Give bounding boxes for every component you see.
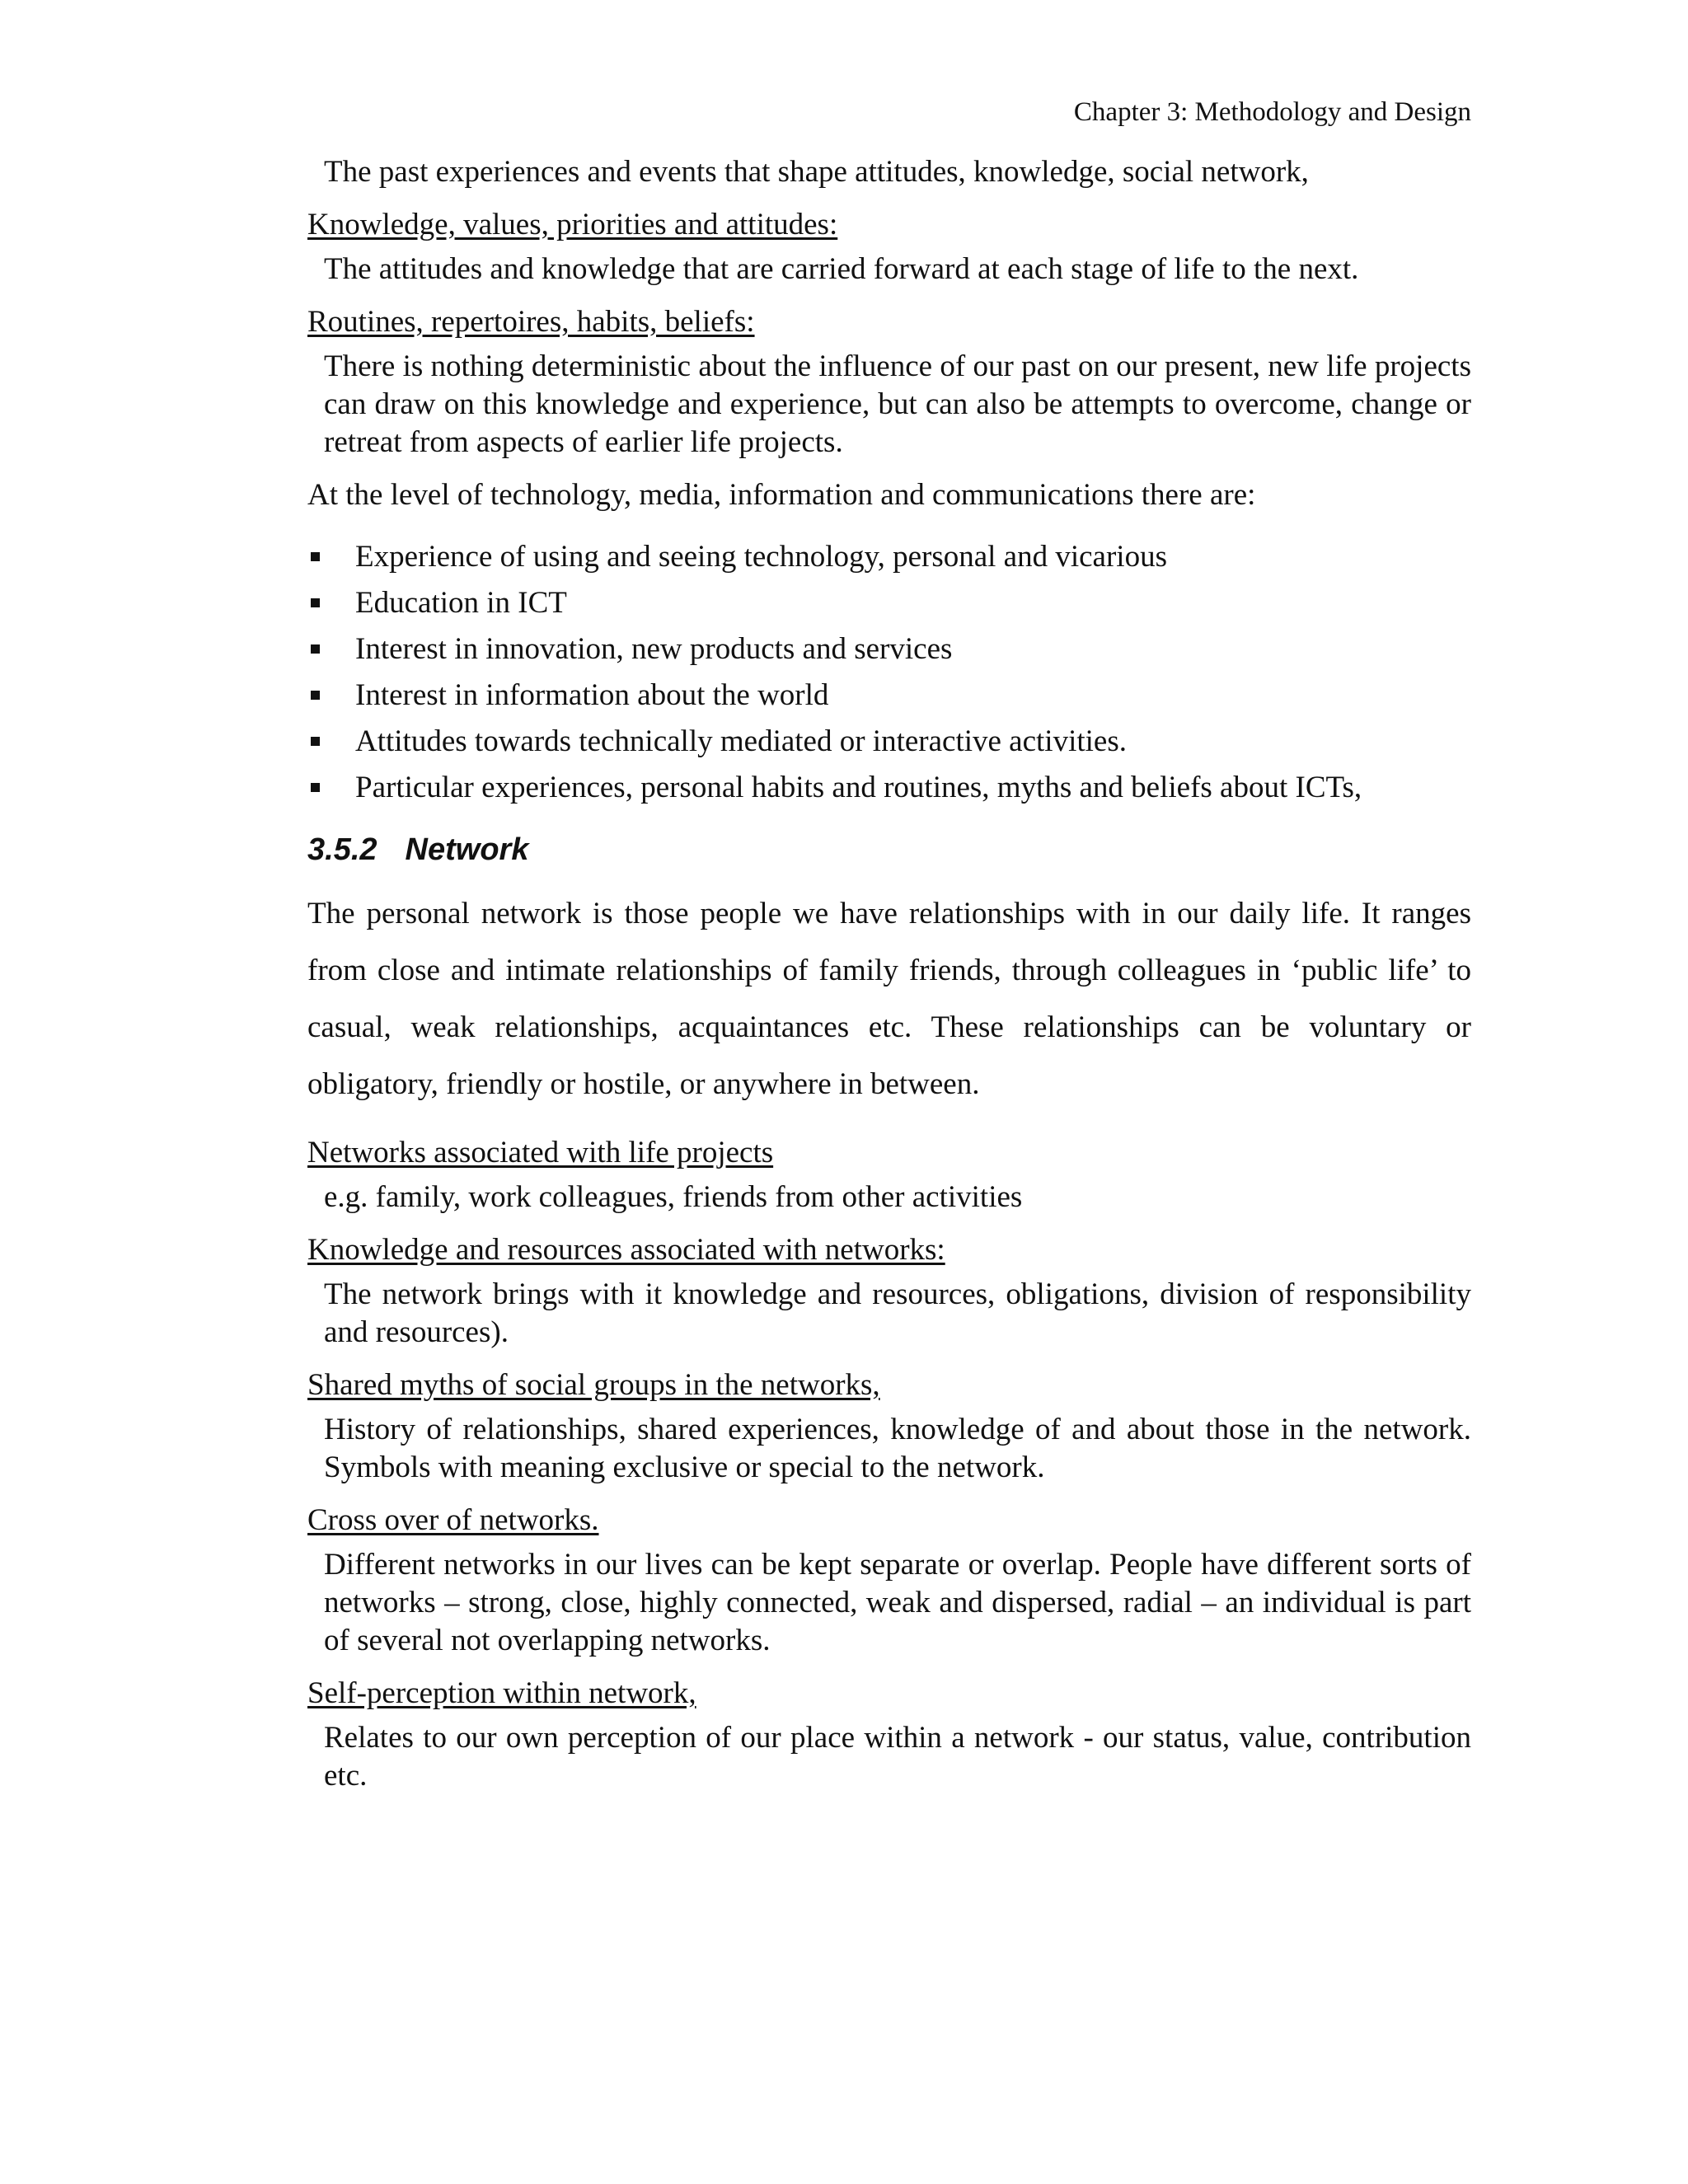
square-bullet-icon bbox=[311, 737, 320, 746]
section-heading bbox=[307, 831, 1471, 869]
definition-text: Different networks in our lives can be kept separate or overlap. People have different sorts of networks – strong, close, highly connected, weak and dispersed, radial – an individual is part of several not overlapping networks. bbox=[324, 1548, 1471, 1657]
list-item bbox=[307, 534, 1471, 580]
definition-block bbox=[307, 1134, 1471, 1216]
square-bullet-icon bbox=[311, 552, 320, 561]
intro-line: The past experiences and events that shape attitudes, knowledge, social network, bbox=[324, 155, 1309, 189]
section-number: 3.5.2 bbox=[307, 832, 377, 867]
list-item bbox=[307, 626, 1471, 673]
list-item-text: Particular experiences, personal habits and routines, myths and beliefs about ICTs, bbox=[355, 771, 1362, 804]
definition-text: e.g. family, work colleagues, friends from other activities bbox=[324, 1180, 1023, 1214]
definition-block bbox=[307, 1502, 1471, 1660]
definition-text: There is nothing deterministic about the influence of our past on our present, new life projects can draw on this knowledge and experience, but can also be attempts to overcome, change or retreat from aspects of earlier life projects. bbox=[324, 349, 1471, 459]
definition-heading: Knowledge, values, priorities and attitudes: bbox=[307, 208, 838, 241]
list-item-text: Education in ICT bbox=[355, 586, 567, 620]
list-item bbox=[307, 673, 1471, 719]
square-bullet-icon bbox=[311, 644, 320, 654]
list-item-text: Interest in innovation, new products and services bbox=[355, 632, 953, 666]
running-header: Chapter 3: Methodology and Design bbox=[1073, 97, 1471, 127]
definition-text: The attitudes and knowledge that are carried forward at each stage of life to the next. bbox=[324, 252, 1359, 286]
definition-text: The network brings with it knowledge and resources, obligations, division of responsibility and resources). bbox=[324, 1277, 1471, 1349]
definition-block bbox=[307, 206, 1471, 288]
definition-heading: Cross over of networks. bbox=[307, 1503, 599, 1537]
square-bullet-icon bbox=[311, 691, 320, 700]
square-bullet-icon bbox=[311, 598, 320, 607]
square-bullet-icon bbox=[311, 783, 320, 792]
list-item bbox=[307, 765, 1471, 811]
definition-text: History of relationships, shared experiences, knowledge of and about those in the network. Symbols with meaning exclusive or special to the network. bbox=[324, 1413, 1471, 1484]
list-item-text: Attitudes towards technically mediated or interactive activities. bbox=[355, 724, 1127, 758]
definition-block bbox=[307, 1675, 1471, 1795]
definition-block bbox=[307, 303, 1471, 462]
definition-block bbox=[307, 1366, 1471, 1487]
definition-heading: Self-perception within network, bbox=[307, 1676, 696, 1710]
definition-block bbox=[307, 1231, 1471, 1352]
definition-heading: Shared myths of social groups in the networks, bbox=[307, 1368, 880, 1402]
definition-heading: Networks associated with life projects bbox=[307, 1136, 774, 1169]
network-paragraph: The personal network is those people we have relationships with in our daily life. It ranges from close and intimate relationships of family friends, through colleagues in ‘public life’ to casual, weak relationships, acquaintances etc. These relationships can be voluntary or obligatory, friendly or hostile, or anywhere in between. bbox=[307, 897, 1471, 1101]
list-item-text: Interest in information about the world bbox=[355, 678, 829, 712]
page-content bbox=[307, 153, 1471, 1810]
list-item bbox=[307, 719, 1471, 765]
level-intro-text: At the level of technology, media, information and communications there are: bbox=[307, 478, 1256, 512]
list-item-text: Experience of using and seeing technology, personal and vicarious bbox=[355, 540, 1167, 574]
list-item bbox=[307, 580, 1471, 626]
definition-text: Relates to our own perception of our place within a network - our status, value, contribution etc. bbox=[324, 1721, 1471, 1793]
bullet-list bbox=[307, 534, 1471, 811]
definition-heading: Knowledge and resources associated with networks: bbox=[307, 1233, 945, 1267]
section-title: Network bbox=[405, 832, 529, 867]
definition-heading: Routines, repertoires, habits, beliefs: bbox=[307, 305, 755, 339]
